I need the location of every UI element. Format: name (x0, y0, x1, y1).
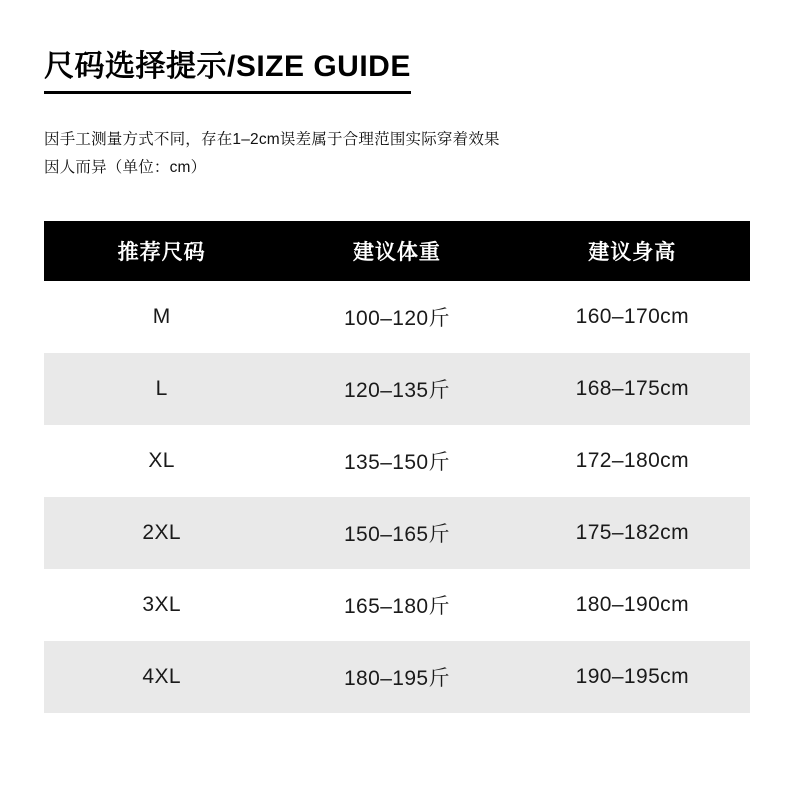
cell-weight: 150–165斤 (279, 497, 514, 569)
cell-size: 2XL (44, 497, 279, 569)
cell-weight: 135–150斤 (279, 425, 514, 497)
size-chart-header (44, 221, 750, 281)
table-row (44, 641, 750, 713)
cell-weight: 180–195斤 (279, 641, 514, 713)
measurement-note (44, 126, 746, 183)
cell-size: L (44, 353, 279, 425)
table-row (44, 497, 750, 569)
column-header-height: 建议身高 (515, 221, 750, 281)
table-row (44, 569, 750, 641)
cell-size: 4XL (44, 641, 279, 713)
cell-size: 3XL (44, 569, 279, 641)
column-header-weight: 建议体重 (279, 221, 514, 281)
cell-height: 180–190cm (515, 569, 750, 641)
cell-size: M (44, 281, 279, 353)
cell-height: 168–175cm (515, 353, 750, 425)
page-title: 尺码选择提示/SIZE GUIDE (44, 48, 411, 94)
cell-height: 160–170cm (515, 281, 750, 353)
cell-height: 190–195cm (515, 641, 750, 713)
size-chart-body (44, 281, 750, 713)
measurement-note-line-1: 因手工测量方式不同，存在1–2cm误差属于合理范围实际穿着效果 (44, 130, 500, 148)
table-row (44, 425, 750, 497)
cell-weight: 120–135斤 (279, 353, 514, 425)
column-header-size: 推荐尺码 (44, 221, 279, 281)
cell-height: 172–180cm (515, 425, 750, 497)
cell-weight: 100–120斤 (279, 281, 514, 353)
cell-height: 175–182cm (515, 497, 750, 569)
table-row (44, 281, 750, 353)
table-row (44, 353, 750, 425)
cell-size: XL (44, 425, 279, 497)
table-header-row (44, 221, 750, 281)
size-chart-table (44, 221, 750, 713)
measurement-note-line-2: 因人而异（单位：cm） (44, 159, 207, 177)
cell-weight: 165–180斤 (279, 569, 514, 641)
title-container (44, 0, 746, 94)
